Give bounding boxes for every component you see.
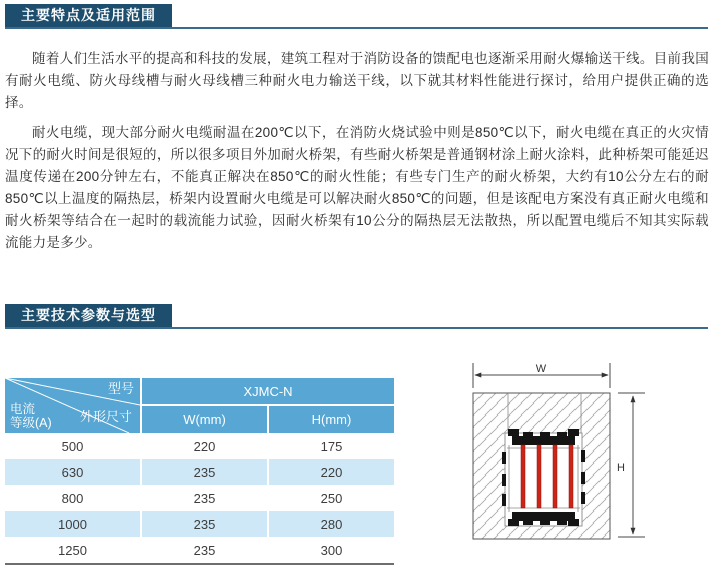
table-cell: 235 xyxy=(141,511,268,537)
height-dimension xyxy=(617,393,645,537)
table-row xyxy=(5,433,394,459)
table-cell: 235 xyxy=(141,459,268,485)
table-cell: 1000 xyxy=(58,516,87,532)
section-header-features xyxy=(5,4,708,29)
busway-cross-section-diagram xyxy=(455,355,714,560)
table-cell: 630 xyxy=(61,464,84,480)
table-cell: 220 xyxy=(268,459,394,485)
corner-label-dimensions: 外形尺寸 xyxy=(79,409,132,424)
table-cell: 800 xyxy=(61,490,84,506)
section-title-specs: 主要技术参数与选型 xyxy=(5,304,172,327)
table-cell: 175 xyxy=(268,433,394,459)
spec-table xyxy=(5,378,394,565)
table-cell: 300 xyxy=(268,537,394,564)
corner-label-current-line2: 等级(A) xyxy=(10,416,52,430)
width-dimension xyxy=(473,363,610,388)
features-text-block xyxy=(5,48,709,262)
paragraph-fire-cable: 耐火电缆，现大部分耐火电缆耐温在200℃以下，在消防火烧试验中则是850℃以下，耐火电缆在真正的火灾情况下的耐火时间是很短的，所以很多项目外加耐火桥架，有些耐火桥架是普通钢材涂上耐火涂料，此种桥架可能延迟温度传递在200分钟左右，不能真正解决在850℃的耐火性能；有些专门生产的耐火桥架，大约有10公分左右的耐850℃以上温度的隔热层，桥架内设置耐火电缆是可以解决耐火850℃的问题，但是该配电方案没有真正耐火电缆和耐火桥架等结合在一起时的载流能力试验，因耐火桥架有10公分的隔热层无法散热，所以配置电缆后不知其实际载流能力是多少。 xyxy=(5,125,709,250)
width-dimension-label: W xyxy=(535,363,547,375)
table-corner-cell xyxy=(5,378,141,433)
section-header-specs xyxy=(5,304,708,329)
table-cell: 280 xyxy=(268,511,394,537)
busway-device xyxy=(502,429,585,526)
table-cell: 235 xyxy=(141,537,268,564)
corner-label-current-line1: 电流 xyxy=(10,402,36,416)
paragraph-intro: 随着人们生活水平的提高和科技的发展，建筑工程对于消防设备的馈配电也逐渐采用耐火爆输送干线。目前我国有耐火电缆、防火母线槽与耐火母线槽三种耐火电力输送干线，以下就其材料性能进行探讨，给用户提供正确的选择。 xyxy=(5,51,709,110)
table-cell: 235 xyxy=(141,485,268,511)
table-cell: 1250 xyxy=(5,537,141,564)
table-subheader-w: W(mm) xyxy=(141,405,268,433)
table-subheader-h: H(mm) xyxy=(268,405,394,433)
table-row xyxy=(5,459,394,485)
table-row xyxy=(5,537,394,564)
height-dimension-label: H xyxy=(617,462,625,474)
table-series-header: XJMC-N xyxy=(141,378,394,405)
table-header-row-1 xyxy=(5,378,394,405)
table-row xyxy=(5,511,394,537)
table-cell: 220 xyxy=(141,433,268,459)
table-body xyxy=(5,433,394,564)
section-title-features: 主要特点及适用范围 xyxy=(5,4,172,27)
corner-label-current xyxy=(10,402,52,430)
table-row xyxy=(5,485,394,511)
table-cell: 500 xyxy=(61,438,84,454)
table-cell: 250 xyxy=(268,485,394,511)
corner-label-model: 型号 xyxy=(107,381,134,396)
